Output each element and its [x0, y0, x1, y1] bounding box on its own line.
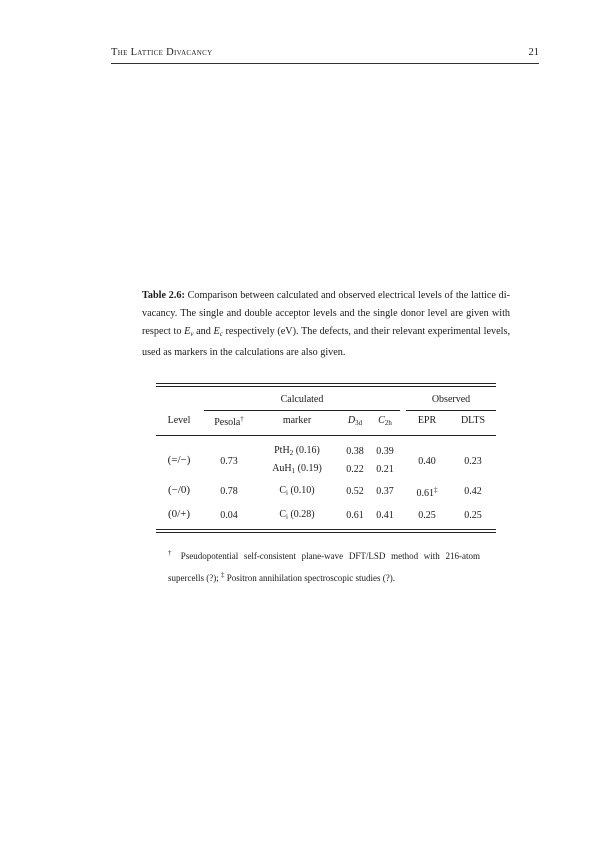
double-dagger-mark: ‡	[220, 571, 225, 579]
row-3-level: (0/+)	[167, 508, 191, 520]
table-caption	[142, 287, 510, 362]
row-1-d3d-b: 0.22	[346, 464, 364, 475]
group-header-observed: Observed	[431, 394, 471, 405]
row-2-pesola: 0.78	[220, 486, 238, 497]
caption-line-2: the lattice di-vacancy. The single and double acceptor levels and the single	[142, 290, 510, 320]
row-2-marker: $C_i$ (0.10)	[279, 485, 315, 497]
row-1-marker-a: PtH$_2$ (0.16)	[274, 445, 320, 457]
row-2-level: (−/0)	[167, 484, 191, 496]
col-header-marker: marker	[282, 415, 312, 426]
table-footnote	[168, 544, 480, 588]
row-1-dlts: 0.23	[464, 456, 482, 467]
caption-label: Table 2.6:	[142, 290, 185, 301]
row-2-epr: 0.61‡	[416, 486, 438, 499]
row-2-c2h: 0.37	[376, 486, 394, 497]
caption-line-1: Comparison between calculated and observed electrical levels of	[187, 290, 454, 301]
row-1-level: (=/−)	[167, 454, 191, 466]
observed-underline	[406, 410, 496, 411]
dagger-mark: †	[168, 549, 175, 557]
row-3-pesola: 0.04	[220, 510, 238, 521]
row-1-epr: 0.40	[418, 456, 436, 467]
table-bottom-rule	[156, 529, 496, 530]
row-1-d3d-a: 0.38	[346, 446, 364, 457]
col-header-level: Level	[167, 415, 191, 426]
row-3-c2h: 0.41	[376, 510, 394, 521]
energy-ev: $E_v$	[184, 326, 194, 339]
row-3-dlts: 0.25	[464, 510, 482, 521]
caption-line-3a: donor level are given with respect to	[142, 308, 510, 338]
table-top-rule	[156, 383, 496, 384]
calculated-underline	[204, 410, 400, 411]
header-bottom-rule	[156, 435, 496, 436]
col-header-d3d: $D_{3d}$	[347, 415, 363, 427]
col-header-epr: EPR	[417, 415, 437, 426]
row-1-c2h-a: 0.39	[376, 446, 394, 457]
table-top-rule-2	[156, 386, 496, 387]
col-header-pesola: Pesola†	[214, 415, 244, 428]
caption-line-3c: respectively (eV). The defects,	[222, 326, 351, 338]
page-number: 21	[528, 47, 539, 58]
caption-line-4: and their relevant experimental levels, used as markers in the calculations are	[142, 326, 510, 358]
footnote-text-1: Pseudopotential self-consistent plane-wave DFT/LSD method with	[180, 551, 440, 561]
group-header-calculated: Calculated	[280, 394, 324, 405]
caption-line-5: also given.	[301, 346, 346, 358]
col-header-dlts: DLTS	[460, 415, 486, 426]
running-header	[111, 45, 539, 64]
table-bottom-rule-2	[156, 532, 496, 533]
row-1-c2h-b: 0.21	[376, 464, 394, 475]
row-2-dlts: 0.42	[464, 486, 482, 497]
footnote-text-2a: 216-atom supercells (?);	[168, 551, 481, 583]
row-3-marker: $C_i$ (0.28)	[279, 509, 315, 521]
row-2-d3d: 0.52	[346, 486, 364, 497]
row-3-epr: 0.25	[418, 510, 436, 521]
caption-line-3b: and	[193, 326, 214, 338]
col-header-c2h: $C_{2h}$	[378, 415, 392, 427]
running-title: The Lattice Divacancy	[111, 47, 213, 58]
row-3-d3d: 0.61	[346, 510, 364, 521]
row-1-marker-b: AuH$_1$ (0.19)	[272, 463, 322, 475]
row-1-pesola: 0.73	[220, 456, 238, 467]
energy-ec: $E_c$	[213, 326, 223, 339]
footnote-text-2b: Positron annihilation spectroscopic studies (?).	[224, 573, 395, 583]
